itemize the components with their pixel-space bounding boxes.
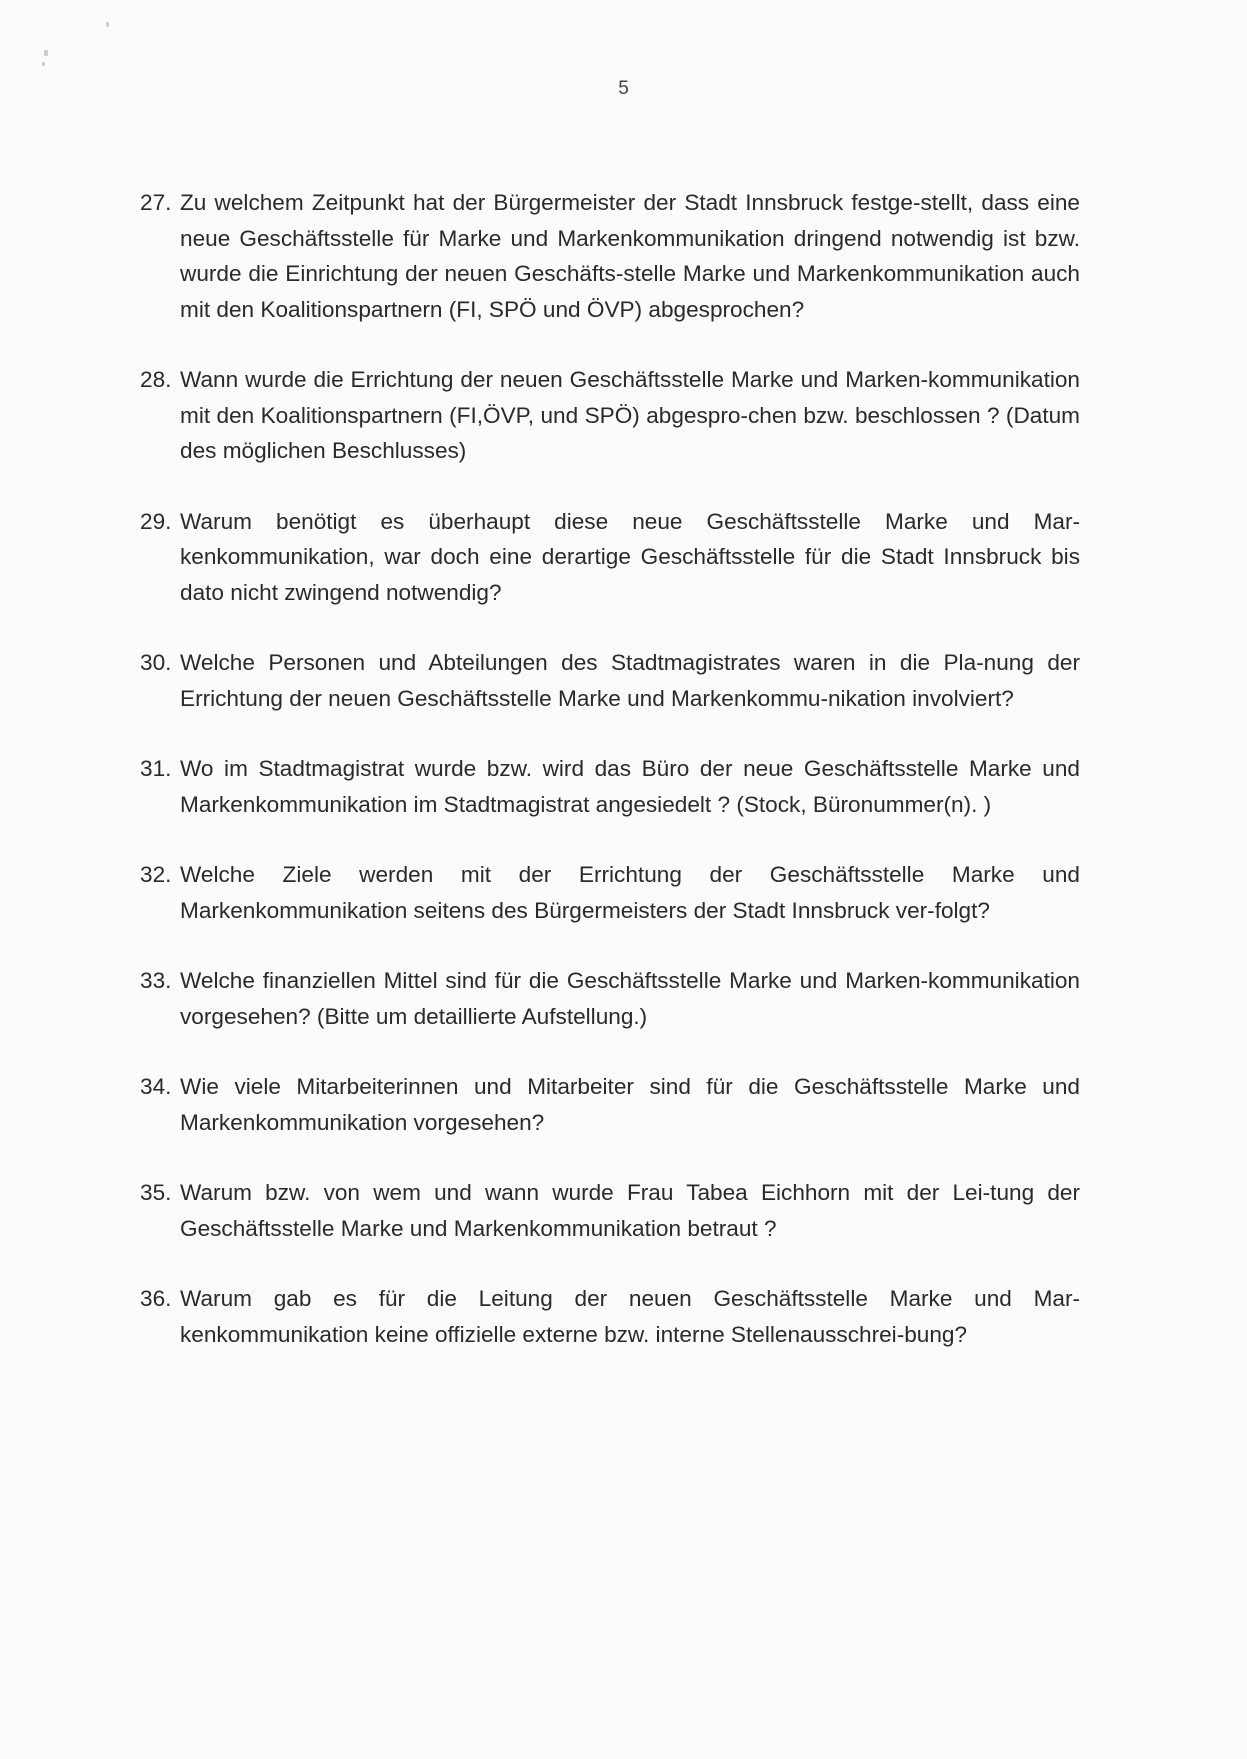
question-text: Warum gab es für die Leitung der neuen Geschäftsstelle Marke und Mar-kenkommunikation keine offizielle externe bzw. interne Stellenausschrei-bung? xyxy=(180,1286,1080,1347)
question-text: Wo im Stadtmagistrat wurde bzw. wird das Büro der neue Geschäftsstelle Marke und Markenkommunikation im Stadtmagistrat angesiedelt ? (Stock, Büronummer(n). ) xyxy=(180,756,1080,817)
question-text: Welche Personen und Abteilungen des Stadtmagistrates waren in die Pla-nung der Errichtung der neuen Geschäftsstelle Marke und Markenkommu-nikation involviert? xyxy=(180,650,1080,711)
question-item xyxy=(140,1281,1080,1352)
question-number: 29. xyxy=(140,508,172,534)
scan-artifact xyxy=(106,22,109,27)
question-number: 32. xyxy=(140,862,172,887)
question-number: 36. xyxy=(140,1286,172,1311)
question-number: 35. xyxy=(140,1180,172,1205)
question-text: Zu welchem Zeitpunkt hat der Bürgermeister der Stadt Innsbruck festge-stellt, dass eine neue Geschäftsstelle für Marke und Markenkommunikation dringend notwendig ist bzw. wurde die Einrichtung der neuen Geschäfts-stelle Marke und Markenkommunikation auch mit den Koalitionspartnern (FI, SPÖ und ÖVP) abgesprochen? xyxy=(180,190,1080,322)
question-item xyxy=(140,751,1080,822)
question-number: 28. xyxy=(140,367,172,392)
question-number: 27. xyxy=(140,190,172,215)
question-item xyxy=(140,1069,1080,1140)
question-number: 34. xyxy=(140,1074,172,1099)
question-item xyxy=(140,1175,1080,1246)
question-text: Warum bzw. von wem und wann wurde Frau Tabea Eichhorn mit der Lei-tung der Geschäftsstelle Marke und Markenkommunikation betraut ? xyxy=(180,1180,1080,1241)
question-number: 33. xyxy=(140,968,172,993)
question-list xyxy=(140,185,1080,1387)
question-number: 31. xyxy=(140,756,172,781)
question-item xyxy=(140,504,1080,611)
question-item xyxy=(140,185,1080,327)
question-item xyxy=(140,362,1080,469)
page-number: 5 xyxy=(618,78,629,99)
question-text: Welche Ziele werden mit der Errichtung der Geschäftsstelle Marke und Markenkommunikation seitens des Bürgermeisters der Stadt Innsbruck ver-folgt? xyxy=(180,862,1080,923)
question-text: Wie viele Mitarbeiterinnen und Mitarbeiter sind für die Geschäftsstelle Marke und Markenkommunikation vorgesehen? xyxy=(180,1074,1080,1135)
scan-artifact xyxy=(42,62,45,66)
scan-artifact xyxy=(44,50,48,56)
question-text: Welche finanziellen Mittel sind für die Geschäftsstelle Marke und Marken-kommunikation vorgesehen? (Bitte um detaillierte Aufstellung.) xyxy=(180,968,1080,1029)
question-text: Warum benötigt es überhaupt diese neue Geschäftsstelle Marke und Mar-kenkommunikation, war doch eine derartige Geschäftsstelle für die Stadt Innsbruck bis dato nicht zwingend notwendig? xyxy=(180,508,1080,605)
question-item xyxy=(140,645,1080,716)
question-number: 30. xyxy=(140,650,172,675)
question-item xyxy=(140,963,1080,1034)
question-item xyxy=(140,857,1080,928)
question-text: Wann wurde die Errichtung der neuen Geschäftsstelle Marke und Marken-kommunikation mit den Koalitionspartnern (FI,ÖVP, und SPÖ) abgespro-chen bzw. beschlossen ? (Datum des möglichen Beschlusses) xyxy=(180,367,1080,463)
